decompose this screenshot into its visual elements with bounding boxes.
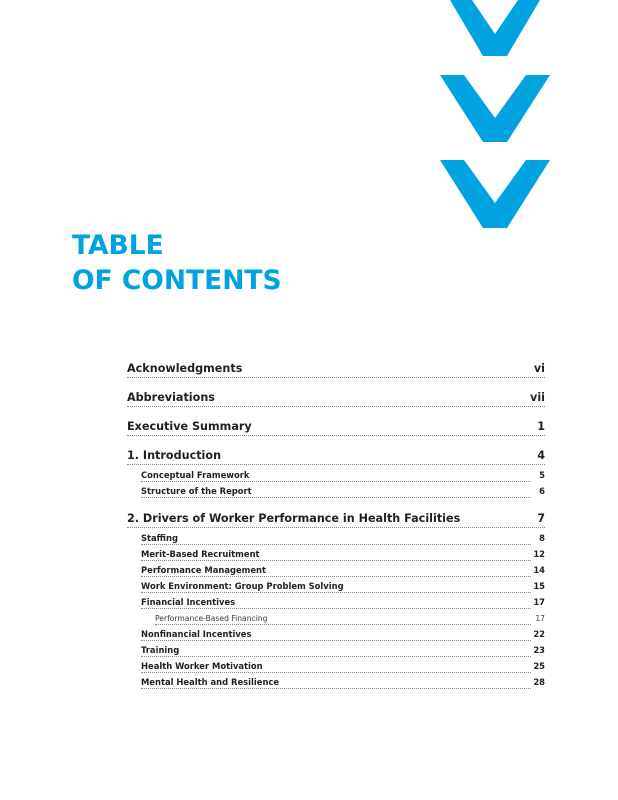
toc-entry-label: Executive Summary (127, 420, 252, 433)
toc-entry-label: Acknowledgments (127, 362, 243, 375)
toc-subentry[interactable] (141, 547, 545, 561)
toc-entry[interactable] (127, 389, 545, 407)
toc-entry-label: Staffing (141, 533, 178, 543)
toc-entry-label: Structure of the Report (141, 486, 252, 496)
toc-entry-page: 1 (537, 420, 545, 433)
toc-entry-page: 28 (533, 677, 545, 687)
toc-entry-page: 22 (533, 629, 545, 639)
toc-subentry[interactable] (141, 531, 545, 545)
toc-entry-label: Nonfinancial Incentives (141, 629, 252, 639)
toc-subentry[interactable] (141, 563, 545, 577)
toc-subentry[interactable] (141, 675, 545, 689)
toc-entry-label: Health Worker Motivation (141, 661, 263, 671)
chevron-down-icon (450, 0, 540, 56)
toc-subentry[interactable] (141, 579, 545, 593)
toc-entry-page: vii (530, 391, 545, 404)
title-line-1: TABLE (72, 230, 164, 261)
toc-entry-label: Training (141, 645, 180, 655)
toc-entry-page: 17 (535, 614, 545, 623)
toc-entry[interactable] (127, 360, 545, 378)
toc-entry-label: Mental Health and Resilience (141, 677, 280, 687)
toc-entry-page: 6 (539, 486, 545, 496)
toc-entry-label: Financial Incentives (141, 597, 236, 607)
toc-entry-page: 15 (533, 581, 545, 591)
toc-entry-page: 8 (539, 533, 545, 543)
page-title (72, 228, 282, 298)
toc-entry-label: Performance-Based Financing (155, 614, 268, 623)
chevron-down-icon (440, 0, 550, 235)
toc-entry[interactable] (127, 447, 545, 465)
toc-entry-page: 5 (539, 470, 545, 480)
toc-entry-label: Abbreviations (127, 391, 215, 404)
chevron-down-icon (440, 75, 550, 142)
toc-subentry[interactable] (141, 595, 545, 609)
toc-entry-label: 2. Drivers of Worker Performance in Health Facilities (127, 512, 461, 525)
toc-entry-page: 12 (533, 549, 545, 559)
toc-subentry[interactable] (141, 659, 545, 673)
toc-entry-page: 25 (533, 661, 545, 671)
toc-entry-page: 23 (533, 645, 545, 655)
toc-entry-page: 4 (537, 449, 545, 462)
toc-entry[interactable] (127, 418, 545, 436)
toc-entry-label: Performance Management (141, 565, 267, 575)
toc-entry-page: 17 (533, 597, 545, 607)
toc-entry-page: vi (533, 362, 545, 375)
toc-entry-label: Merit-Based Recruitment (141, 549, 260, 559)
toc-subentry[interactable] (141, 643, 545, 657)
toc-entry-page: 7 (537, 512, 545, 525)
toc-entry-label: Conceptual Framework (141, 470, 250, 480)
toc-entry[interactable] (127, 510, 545, 528)
toc-subentry[interactable] (141, 484, 545, 498)
toc-entry-page: 14 (533, 565, 545, 575)
toc-subentry[interactable] (141, 627, 545, 641)
toc-entry-label: Work Environment: Group Problem Solving (141, 581, 344, 591)
toc-entry-label: 1. Introduction (127, 449, 222, 462)
toc-subentry[interactable] (141, 468, 545, 482)
toc-subsubentry[interactable] (155, 611, 545, 625)
chevron-down-icon (440, 160, 550, 228)
title-line-2: OF CONTENTS (72, 265, 282, 296)
table-of-contents (127, 360, 545, 691)
